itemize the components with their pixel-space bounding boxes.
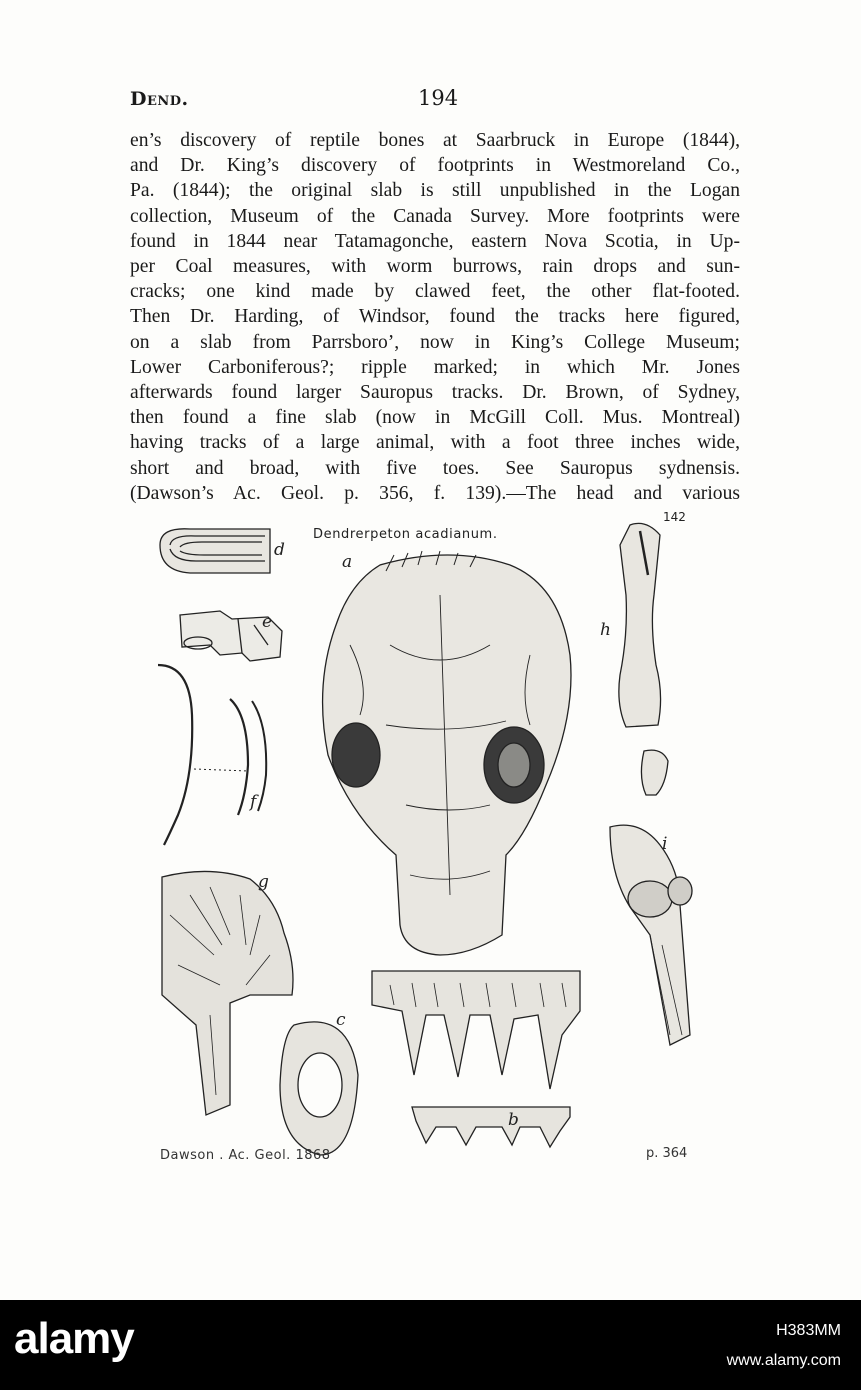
figure-number: 142 — [663, 510, 686, 524]
watermark-url: www.alamy.com — [726, 1352, 841, 1369]
ribs-f — [158, 665, 266, 845]
label-c: c — [336, 1010, 346, 1030]
label-f: f — [250, 792, 257, 812]
bones-i — [610, 825, 692, 1045]
text-line: cracks; one kind made by clawed feet, the other flat-footed. — [130, 281, 740, 303]
text-line: afterwards found larger Sauropus tracks. Dr. Brown, of Sydney, — [130, 382, 740, 404]
text-line: collection, Museum of the Canada Survey. More footprints were — [130, 205, 740, 227]
label-a: a — [342, 552, 353, 572]
figure-caption-source: Dawson . Ac. Geol. 1868 — [160, 1148, 331, 1163]
figure-caption-page: p. 364 — [646, 1146, 688, 1161]
ring-section-c — [280, 1022, 358, 1155]
text-line: Pa. (1844); the original slab is still unpublished in the Logan — [130, 180, 740, 202]
alamy-logo: alamy — [14, 1314, 134, 1363]
body-paragraph — [130, 128, 740, 506]
text-line: found in 1844 near Tatamagonche, eastern Nova Scotia, in Up- — [130, 230, 740, 252]
label-i: i — [662, 834, 668, 854]
page-number: 194 — [418, 86, 459, 110]
label-h: h — [600, 620, 611, 640]
image-id: H383MM — [776, 1322, 841, 1339]
label-d: d — [274, 540, 285, 560]
watermark-bar — [0, 1300, 861, 1390]
label-b: b — [508, 1110, 519, 1130]
label-e: e — [262, 612, 273, 632]
teeth-b — [372, 971, 580, 1147]
text-line: per Coal measures, with worm burrows, rain drops and sun- — [130, 256, 740, 278]
fossil-illustration — [150, 515, 730, 1175]
text-line: Lower Carboniferous?; ripple marked; in which Mr. Jones — [130, 356, 740, 378]
text-line: on a slab from Parrsboro’, now in King’s College Museum; — [130, 331, 740, 353]
fossil-scale-d — [160, 529, 270, 573]
figure-title: Dendrerpeton acadianum. — [313, 527, 498, 542]
text-line: en’s discovery of reptile bones at Saarbruck in Europe (1844), — [130, 130, 740, 151]
text-line: (Dawson’s Ac. Geol. p. 356, f. 139).—The head and various — [130, 482, 740, 504]
skull-a — [323, 551, 571, 955]
bone-section-g — [162, 871, 293, 1115]
label-g: g — [258, 872, 269, 892]
text-line: and Dr. King’s discovery of footprints in Westmoreland Co., — [130, 155, 740, 177]
text-line: short and broad, with five toes. See Sauropus sydnensis. — [130, 457, 740, 479]
text-line: then found a fine slab (now in McGill Coll. Mus. Montreal) — [130, 407, 740, 429]
running-head: Dend. — [130, 88, 189, 110]
limb-bone-h — [619, 523, 668, 795]
text-line: having tracks of a large animal, with a foot three inches wide, — [130, 432, 740, 454]
text-line: Then Dr. Harding, of Windsor, found the tracks here figured, — [130, 306, 740, 328]
